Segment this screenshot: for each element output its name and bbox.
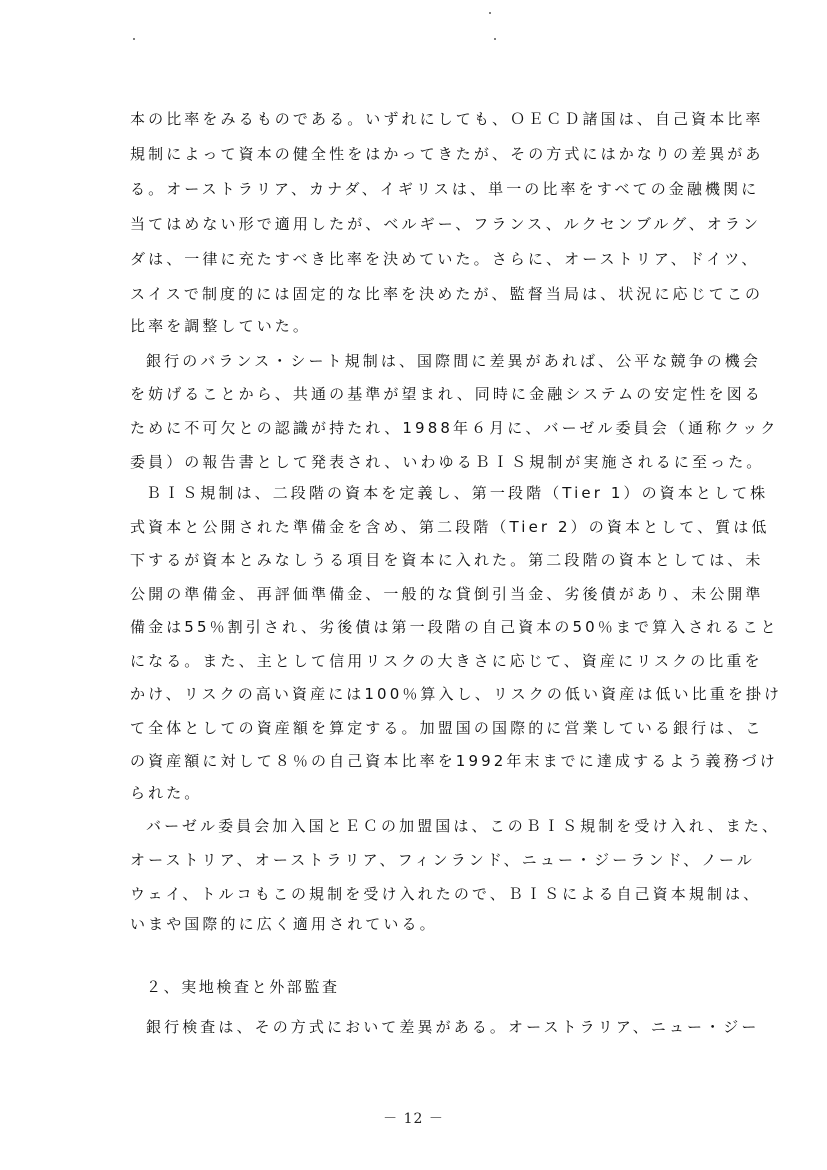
body-text-line: て全体としての資産額を算定する。加盟国の国際的に営業している銀行は、こ [130,719,764,737]
body-text-line: 本の比率をみるものである。いずれにしても、ＯＥＣＤ諸国は、自己資本比率 [130,110,764,128]
body-text-line: オーストリア、オーストラリア、フィンランド、ニュー・ジーランド、ノール [130,851,755,869]
body-text-line: 式資本と公開された準備金を含め、第二段階（Tier 2）の資本として、質は低 [130,518,770,536]
body-text-line: ダは、一律に充たすべき比率を決めていた。さらに、オーストリア、ドイツ、 [130,250,760,268]
body-text-line: ために不可欠との認識が持たれ、1988年６月に、バーゼル委員会（通称クック [130,419,779,437]
section-heading: ２、実地検査と外部監査 [146,978,340,996]
scan-speck [133,38,135,40]
body-text-line: ウェイ、トルコもこの規制を受け入れたので、ＢＩＳによる自己資本規制は、 [130,885,762,903]
body-text-line: 銀行のバランス・シート規制は、国際間に差異があれば、公平な競争の機会 [146,352,761,370]
body-text-line: を妨げることから、共通の基準が望まれ、同時に金融システムの安定性を図る [130,385,763,403]
body-text-line: 委員）の報告書として発表され、いわゆるＢＩＳ規制が実施されるに至った。 [130,453,765,471]
body-text-line: 備金は55％割引され、劣後債は第一段階の自己資本の50％まで算入されること [130,618,779,636]
body-text-line: になる。また、主として信用リスクの大きさに応じて、資産にリスクの比重を [130,652,763,670]
body-text-line: の資産額に対して８％の自己資本比率を1992年末までに達成するよう義務づけ [130,752,778,770]
body-text-line: られた。 [130,784,203,802]
body-text-line: スイスで制度的には固定的な比率を決めたが、監督当局は、状況に応じてこの [130,285,764,303]
body-text-line: 下するが資本とみなしうる項目を資本に入れた。第二段階の資本としては、未 [130,551,764,569]
body-text-line: 公開の準備金、再評価準備金、一般的な貸倒引当金、劣後債があり、未公開準 [130,585,764,603]
body-text-line: ＢＩＳ規制は、二段階の資本を定義し、第一段階（Tier 1）の資本として株 [146,484,769,502]
body-text-line: 規制によって資本の健全性をはかってきたが、その方式にはかなりの差異があ [130,145,764,163]
body-text-line: 当てはめない形で適用したが、ベルギー、フランス、ルクセンブルグ、オラン [130,215,762,233]
scan-speck [489,12,491,14]
body-text-line: 銀行検査は、その方式において差異がある。オーストラリア、ニュー・ジー [146,1018,760,1036]
body-text-line: バーゼル委員会加入国とＥＣの加盟国は、このＢＩＳ規制を受け入れ、また、 [146,817,781,835]
page-number: － 12 － [383,1111,444,1127]
body-text-line: いまや国際的に広く適用されている。 [130,915,438,933]
body-text-line: 比率を調整していた。 [130,317,312,335]
body-text-line: る。オーストラリア、カナダ、イギリスは、単一の比率をすべての金融機関に [130,180,760,198]
scan-speck [494,38,496,40]
body-text-line: かけ、リスクの高い資産には100％算入し、リスクの低い資産は低い比重を掛け [130,685,783,703]
